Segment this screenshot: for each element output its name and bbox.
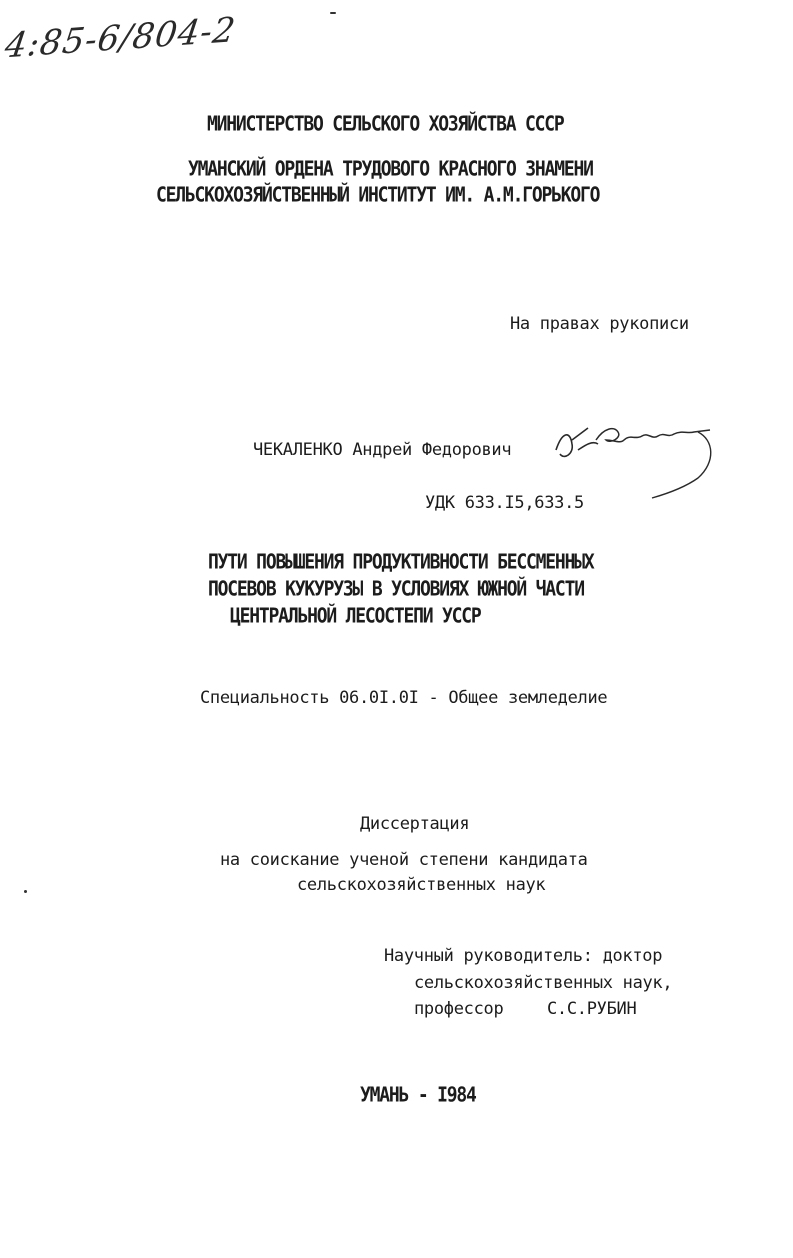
- author-signature: [548, 410, 728, 500]
- dissertation-heading: Диссертация: [360, 814, 470, 834]
- udc-code: УДК 633.I5,633.5: [425, 493, 584, 513]
- degree-line-1: на соискание ученой степени кандидата: [220, 850, 588, 870]
- place-and-year: УМАНЬ - I984: [360, 1083, 476, 1108]
- thesis-title-line-2: ПОСЕВОВ КУКУРУЗЫ В УСЛОВИЯХ ЮЖНОЙ ЧАСТИ: [208, 577, 584, 602]
- author-name: ЧЕКАЛЕНКО Андрей Федорович: [253, 440, 512, 460]
- manuscript-rights-note: На правах рукописи: [510, 314, 689, 334]
- archive-mark: 4:85-6/804-2: [2, 9, 239, 67]
- ministry-name: МИНИСТЕРСТВО СЕЛЬСКОГО ХОЗЯЙСТВА СССР: [207, 112, 564, 137]
- supervisor-line-2: сельскохозяйственных наук,: [414, 973, 673, 993]
- thesis-title-line-1: ПУТИ ПОВЫШЕНИЯ ПРОДУКТИВНОСТИ БЕССМЕННЫХ: [208, 550, 594, 575]
- thesis-title-line-3: ЦЕНТРАЛЬНОЙ ЛЕСОСТЕПИ УССР: [230, 604, 481, 629]
- institute-name-line-1: УМАНСКИЙ ОРДЕНА ТРУДОВОГО КРАСНОГО ЗНАМЕНИ: [188, 157, 593, 182]
- supervisor-name: С.С.РУБИН: [547, 999, 637, 1019]
- institute-name-line-2: СЕЛЬСКОХОЗЯЙСТВЕННЫЙ ИНСТИТУТ ИМ. А.М.ГОРЬКОГО: [156, 183, 600, 208]
- supervisor-title: профессор: [414, 999, 504, 1019]
- specialty: Специальность 06.0I.0I - Общее земледелие: [200, 688, 608, 708]
- scan-speck: [330, 12, 336, 14]
- supervisor-line-1: Научный руководитель: доктор: [384, 946, 663, 966]
- scan-speck: [24, 890, 27, 893]
- degree-line-2: сельскохозяйственных наук: [297, 875, 546, 895]
